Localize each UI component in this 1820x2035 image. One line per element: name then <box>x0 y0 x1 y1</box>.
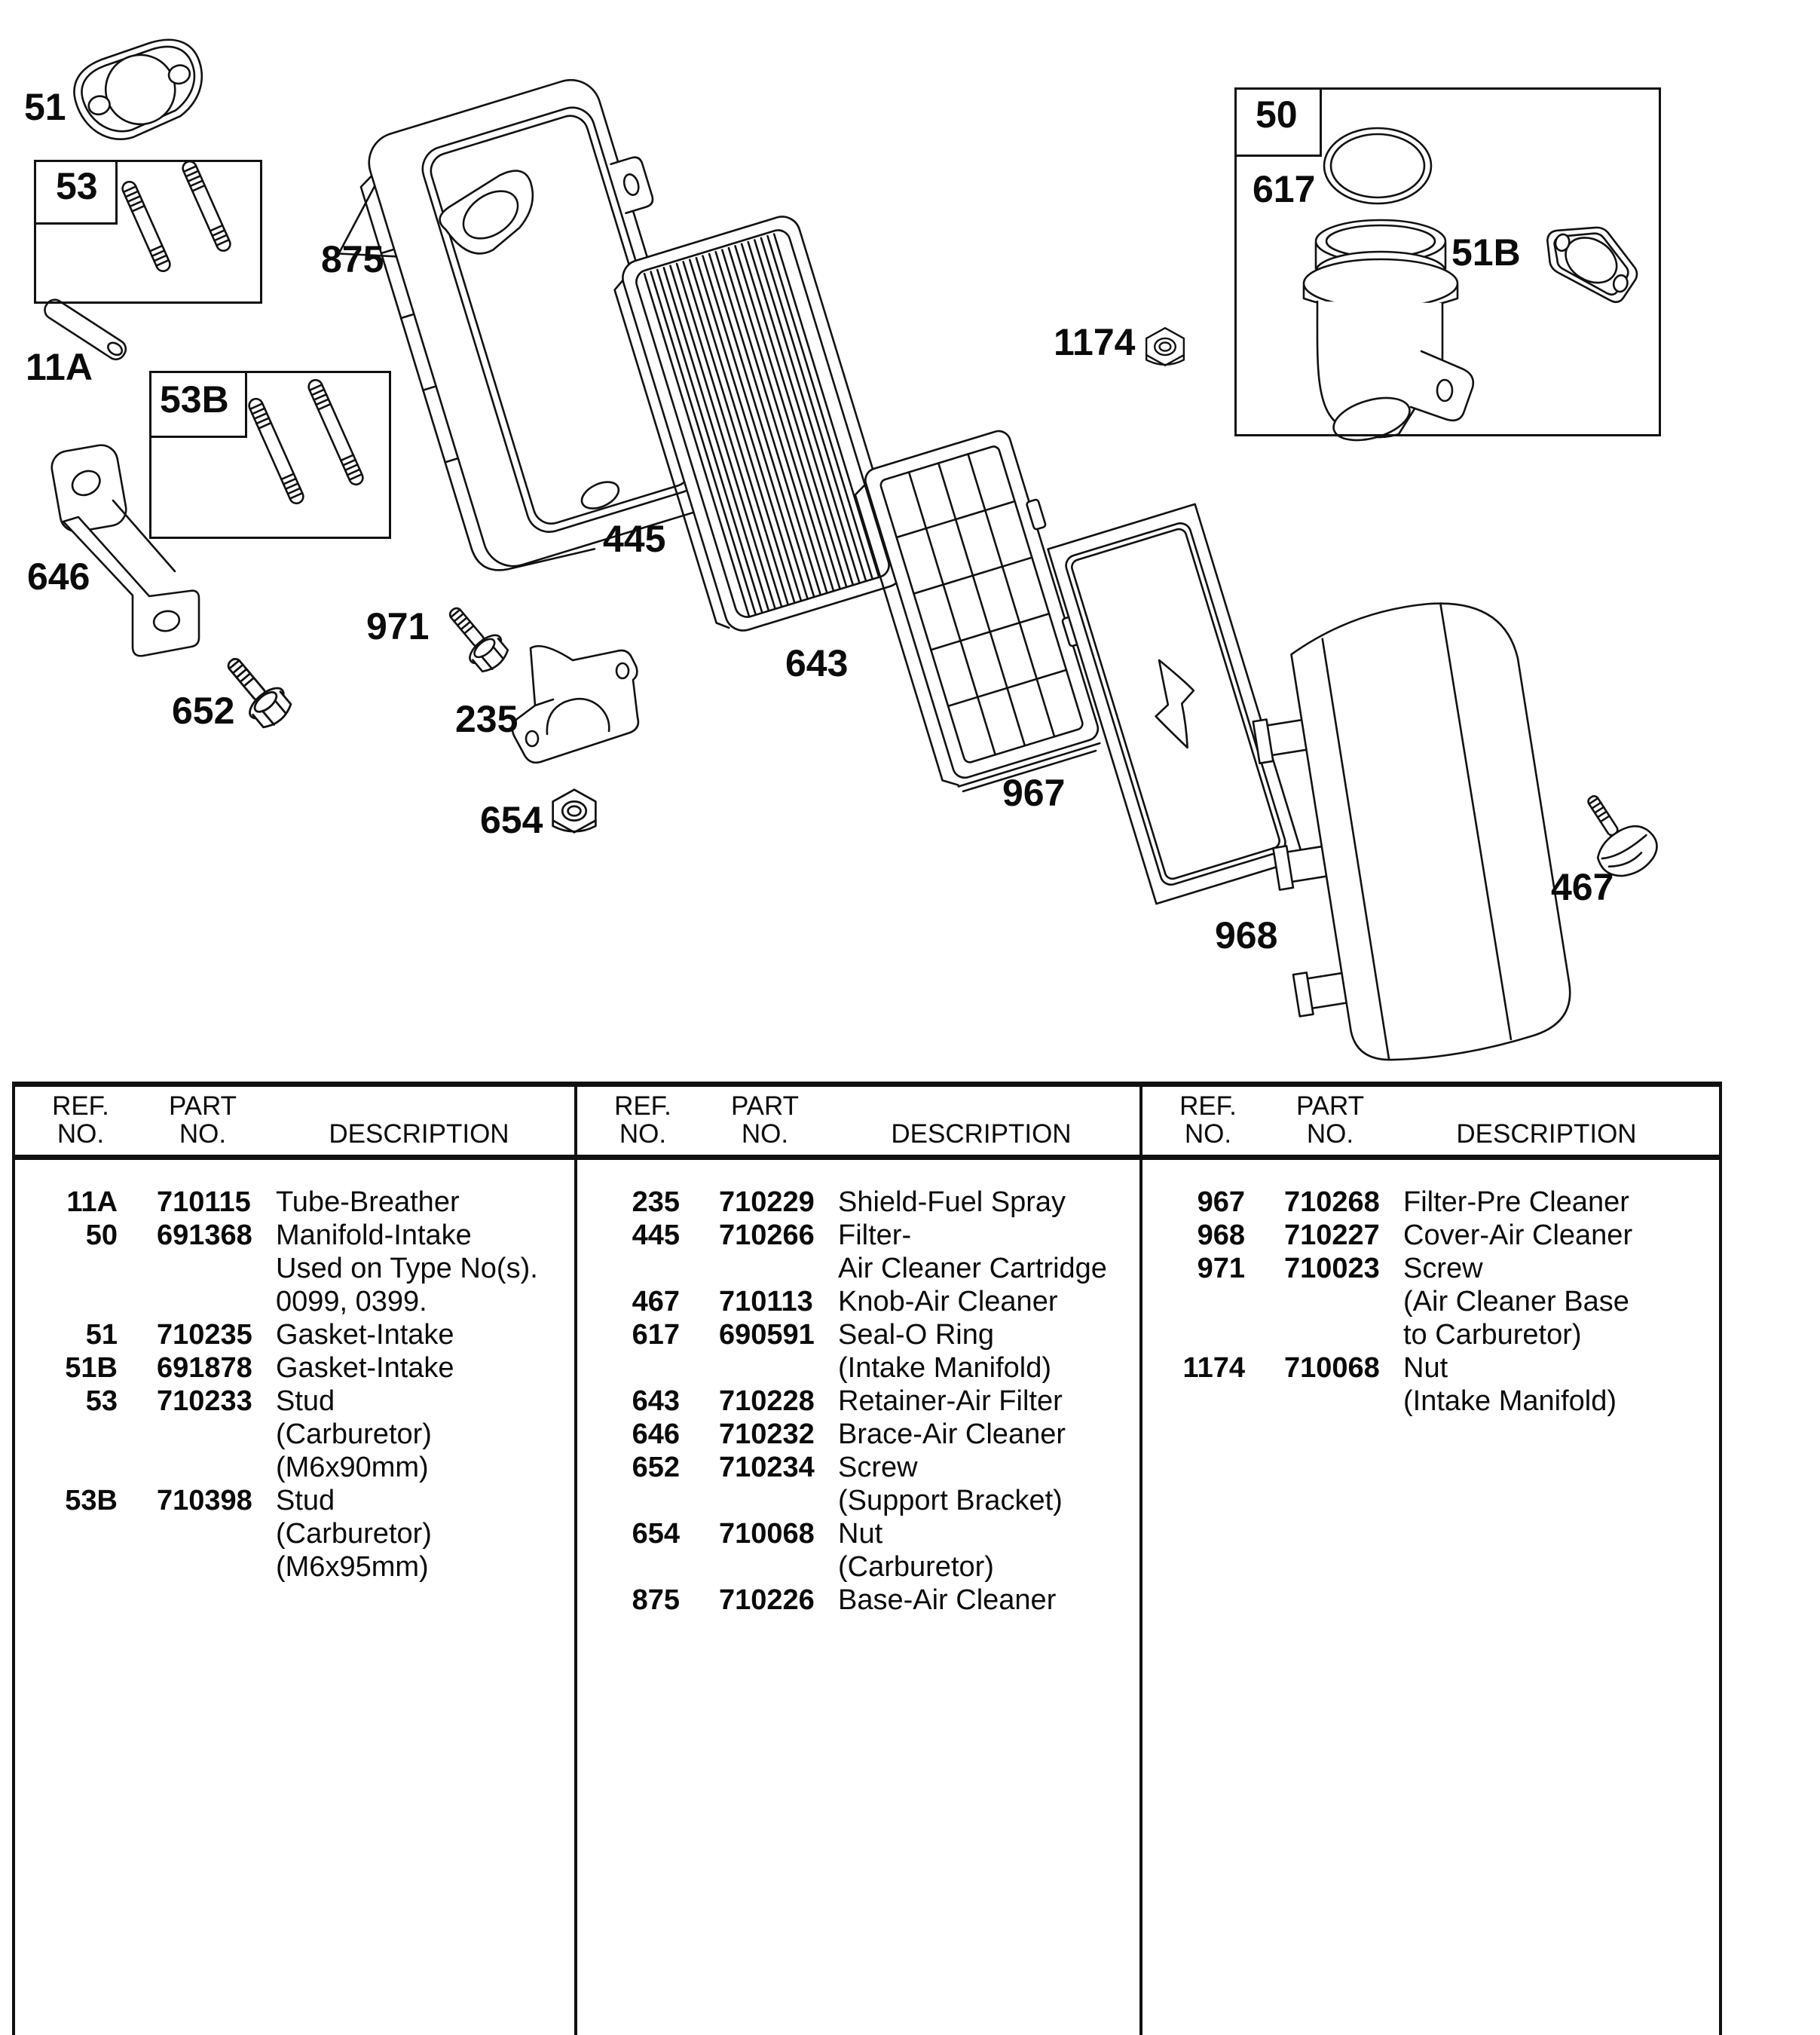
description-cell: Screw <box>1403 1253 1483 1284</box>
table-row <box>12 1418 574 1452</box>
description-cell: Gasket-Intake <box>276 1319 454 1351</box>
part-header-line2: NO. <box>1306 1119 1354 1149</box>
part-no-cell: 710115 <box>157 1186 251 1218</box>
description-cell: Manifold-Intake <box>276 1219 472 1251</box>
description-cell: Tube-Breather <box>276 1186 460 1218</box>
ref-header-line1: REF. <box>52 1091 109 1121</box>
description-cell: Cover-Air Cleaner <box>1403 1219 1633 1251</box>
table-row <box>574 1286 1139 1319</box>
description-cell: Retainer-Air Filter <box>838 1385 1063 1417</box>
part-label-654: 654 <box>480 799 543 841</box>
ref-no-cell: 971 <box>1197 1253 1245 1284</box>
table-row <box>1139 1219 1719 1253</box>
description-cell: (Carburetor) <box>276 1418 432 1450</box>
group-box-50 <box>1234 87 1661 436</box>
part-header-line1: PART <box>730 1091 800 1121</box>
ref-no-cell: 643 <box>632 1385 680 1417</box>
table-row <box>12 1219 574 1253</box>
part-no-cell: 710229 <box>719 1186 815 1218</box>
ref-header-line1: REF. <box>1179 1091 1237 1121</box>
table-row <box>574 1385 1139 1418</box>
table-row <box>12 1385 574 1418</box>
part-no-cell: 691368 <box>157 1219 252 1251</box>
description-cell: Nut <box>838 1518 883 1550</box>
part-label-235: 235 <box>455 698 518 740</box>
ref-header-line2: NO. <box>57 1119 105 1149</box>
table-row <box>12 1253 574 1286</box>
description-header: DESCRIPTION <box>1456 1119 1637 1149</box>
ref-header-line2: NO. <box>619 1119 667 1149</box>
description-cell: (Carburetor) <box>838 1551 994 1583</box>
part-label-445: 445 <box>603 518 666 560</box>
part-label-51B: 51B <box>1451 231 1521 274</box>
part-no-header <box>1281 1092 1379 1148</box>
part-no-header <box>154 1092 252 1148</box>
description-cell: Base-Air Cleaner <box>838 1584 1057 1616</box>
ref-header-line2: NO. <box>1184 1119 1232 1149</box>
column-header <box>1139 1092 1719 1161</box>
part-label-875: 875 <box>321 238 384 280</box>
table-row <box>574 1186 1139 1219</box>
part-label-51: 51 <box>24 86 66 128</box>
part-no-cell: 710398 <box>157 1485 252 1516</box>
table-row <box>12 1551 574 1584</box>
description-cell: 0099, 0399. <box>276 1286 427 1317</box>
gasket-intake-51-drawing <box>66 32 213 149</box>
part-no-cell: 710235 <box>157 1319 252 1351</box>
table-row <box>574 1418 1139 1452</box>
part-label-467: 467 <box>1551 866 1614 908</box>
table-row <box>12 1452 574 1485</box>
part-label-971: 971 <box>366 605 430 647</box>
description-cell: Stud <box>276 1485 335 1516</box>
ref-no-cell: 445 <box>632 1219 680 1251</box>
ref-no-cell: 646 <box>632 1418 680 1450</box>
table-row <box>12 1319 574 1352</box>
table-row <box>12 1485 574 1518</box>
table-row <box>12 1186 574 1219</box>
description-cell: (Intake Manifold) <box>838 1352 1052 1384</box>
column-header <box>574 1092 1139 1161</box>
description-cell: Air Cleaner Cartridge <box>838 1253 1107 1284</box>
part-label-11A: 11A <box>26 346 93 388</box>
table-column-2 <box>574 1082 1139 2035</box>
part-no-cell: 691878 <box>157 1352 252 1384</box>
part-label-646: 646 <box>27 555 90 598</box>
description-cell: Knob-Air Cleaner <box>838 1286 1058 1317</box>
description-cell: Seal-O Ring <box>838 1319 994 1351</box>
table-rows <box>12 1186 574 1584</box>
part-label-652: 652 <box>172 690 235 732</box>
part-label-50: 50 <box>1256 93 1298 136</box>
description-cell: Stud <box>276 1385 335 1417</box>
part-header-line1: PART <box>1295 1091 1365 1121</box>
description-cell: Filter- <box>838 1219 912 1251</box>
part-label-617: 617 <box>1253 168 1316 210</box>
table-row <box>574 1551 1139 1584</box>
description-cell: Used on Type No(s). <box>276 1253 538 1284</box>
ref-no-cell: 617 <box>632 1319 680 1351</box>
nut-654-drawing <box>553 790 596 833</box>
table-row <box>574 1352 1139 1385</box>
table-rows <box>574 1186 1139 1617</box>
part-header-line1: PART <box>168 1091 237 1121</box>
part-no-cell: 710232 <box>719 1418 815 1450</box>
description-cell: (M6x90mm) <box>276 1452 429 1483</box>
part-label-53: 53 <box>56 165 98 207</box>
table-row <box>574 1452 1139 1485</box>
description-cell: (Intake Manifold) <box>1403 1385 1617 1417</box>
description-cell: Nut <box>1403 1352 1448 1384</box>
ref-no-cell: 11A <box>66 1186 118 1218</box>
description-cell: Screw <box>838 1452 918 1483</box>
description-cell: Filter-Pre Cleaner <box>1403 1186 1629 1218</box>
part-label-1174: 1174 <box>1054 321 1136 363</box>
ref-no-cell: 1174 <box>1182 1352 1245 1384</box>
table-row <box>1139 1385 1719 1418</box>
ref-no-header <box>1159 1092 1257 1148</box>
description-cell: (Air Cleaner Base <box>1403 1286 1629 1317</box>
table-row <box>574 1319 1139 1352</box>
table-row <box>574 1584 1139 1617</box>
description-cell: Shield-Fuel Spray <box>838 1186 1066 1218</box>
part-header-line2: NO. <box>179 1119 227 1149</box>
nut-1174-drawing <box>1146 328 1184 366</box>
description-cell: (Carburetor) <box>276 1518 432 1550</box>
ref-no-cell: 235 <box>632 1186 680 1218</box>
ref-no-cell: 875 <box>632 1584 680 1616</box>
table-column-1 <box>12 1082 574 2035</box>
part-no-cell: 710068 <box>1284 1352 1380 1384</box>
table-right-border <box>1719 1082 1722 2035</box>
description-header: DESCRIPTION <box>329 1119 509 1149</box>
ref-header-line1: REF. <box>614 1091 671 1121</box>
table-row <box>574 1518 1139 1551</box>
description-cell: (M6x95mm) <box>276 1551 429 1583</box>
ref-no-cell: 467 <box>632 1286 680 1317</box>
ref-no-cell: 53B <box>65 1485 118 1516</box>
column-header <box>12 1092 574 1161</box>
table-column-3 <box>1139 1082 1719 2035</box>
table-row <box>12 1352 574 1385</box>
ref-no-header <box>32 1092 130 1148</box>
part-header-line2: NO. <box>741 1119 789 1149</box>
part-label-53B: 53B <box>160 378 229 421</box>
ref-no-cell: 967 <box>1197 1186 1245 1218</box>
table-row <box>1139 1352 1719 1385</box>
part-no-cell: 710227 <box>1284 1219 1380 1251</box>
screw-971-drawing <box>438 598 512 677</box>
ref-no-cell: 652 <box>632 1452 680 1483</box>
table-row <box>1139 1286 1719 1319</box>
ref-no-cell: 50 <box>85 1219 118 1251</box>
part-no-cell: 710023 <box>1284 1253 1380 1284</box>
part-label-643: 643 <box>785 642 849 684</box>
table-rows <box>1139 1186 1719 1418</box>
table-row <box>574 1485 1139 1518</box>
description-cell: Gasket-Intake <box>276 1352 454 1384</box>
part-no-cell: 710268 <box>1284 1186 1380 1218</box>
ref-no-header <box>594 1092 692 1148</box>
table-row <box>1139 1319 1719 1352</box>
part-no-cell: 710266 <box>719 1219 815 1251</box>
description-cell: to Carburetor) <box>1403 1319 1582 1351</box>
table-row <box>574 1253 1139 1286</box>
table-row <box>12 1286 574 1319</box>
ref-no-cell: 654 <box>632 1518 680 1550</box>
description-header: DESCRIPTION <box>891 1119 1072 1149</box>
part-no-header <box>716 1092 814 1148</box>
part-label-968: 968 <box>1215 914 1278 956</box>
part-no-cell: 710228 <box>719 1385 815 1417</box>
description-cell: (Support Bracket) <box>838 1485 1063 1516</box>
part-no-cell: 710113 <box>719 1286 813 1317</box>
ref-no-cell: 51 <box>85 1319 118 1351</box>
ref-no-cell: 51B <box>65 1352 118 1384</box>
table-row <box>12 1518 574 1551</box>
part-no-cell: 710226 <box>719 1584 815 1616</box>
fuel-spray-shield-235-drawing <box>512 646 638 763</box>
ref-no-cell: 53 <box>85 1385 118 1417</box>
part-label-967: 967 <box>1002 772 1066 814</box>
part-no-cell: 710233 <box>157 1385 252 1417</box>
table-row <box>1139 1186 1719 1219</box>
part-no-cell: 690591 <box>719 1319 815 1351</box>
table-row <box>1139 1253 1719 1286</box>
part-no-cell: 710234 <box>719 1452 815 1483</box>
table-row <box>574 1219 1139 1253</box>
part-no-cell: 710068 <box>719 1518 815 1550</box>
description-cell: Brace-Air Cleaner <box>838 1418 1066 1450</box>
ref-no-cell: 968 <box>1197 1219 1245 1251</box>
